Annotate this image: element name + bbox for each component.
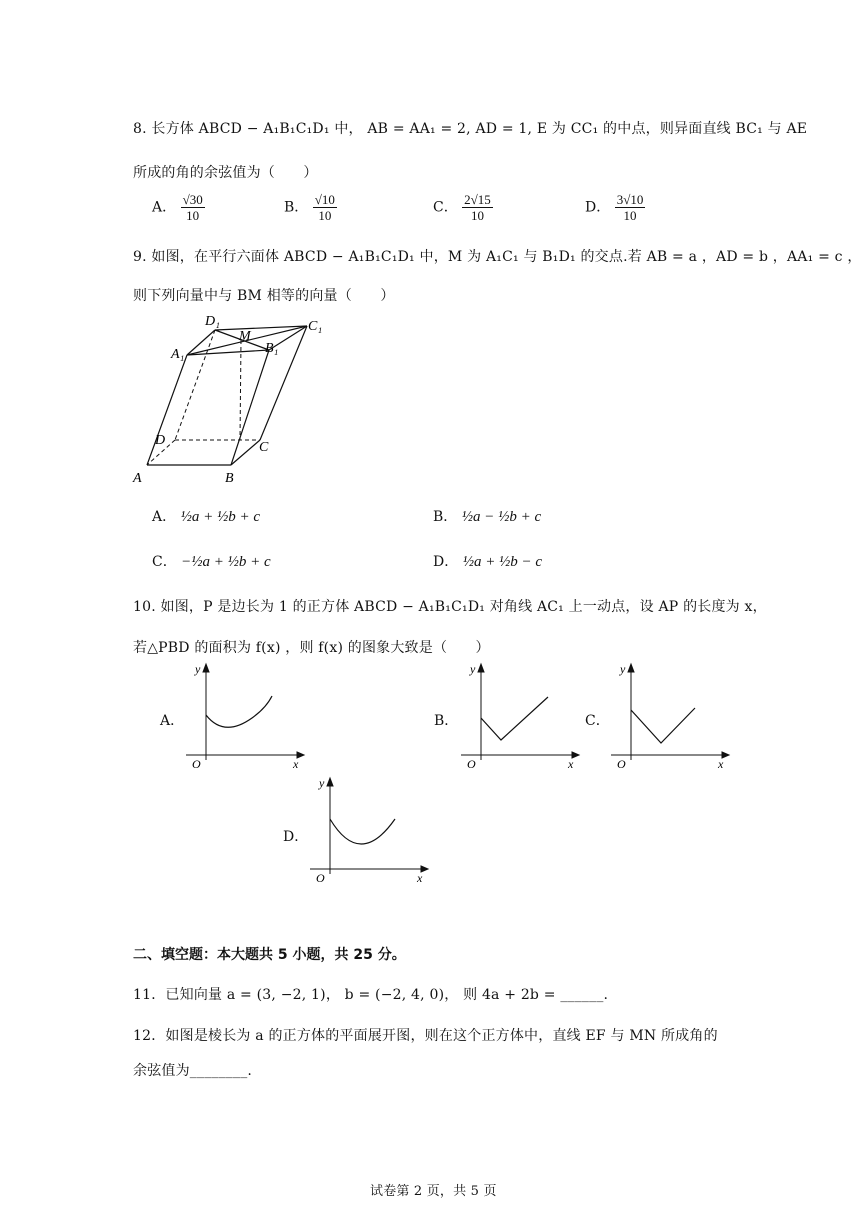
q8-stem-line2: 所成的角的余弦值为（ ） xyxy=(133,165,318,181)
q9-stem-line2: 则下列向量中与 BM 相等的向量（ ） xyxy=(133,288,395,304)
option-label: C． xyxy=(433,199,458,216)
label-b1: B₁ xyxy=(265,341,279,356)
fraction xyxy=(462,192,493,223)
q9-option-b xyxy=(433,506,541,526)
q11-stem: 11．已知向量 a = (3, −2, 1)， b = (−2, 4, 0)， 则 4a + 2b = ______. xyxy=(133,987,609,1003)
numerator: √10 xyxy=(314,192,335,207)
numerator: 3√10 xyxy=(616,192,644,207)
label-a: A xyxy=(133,471,142,486)
option-expression: ½a − ½b + c xyxy=(461,509,542,525)
q10-graph-d xyxy=(300,774,430,889)
label-d: D xyxy=(155,433,166,448)
origin-label: O xyxy=(467,757,476,771)
option-expression: ½a + ½b − c xyxy=(462,554,543,570)
q10-option-d-label: D． xyxy=(283,829,309,845)
label-m: M xyxy=(239,329,251,344)
q12-stem-line1: 12．如图是棱长为 a 的正方体的平面展开图，则在这个正方体中，直线 EF 与 MN 所成角的 xyxy=(133,1028,718,1044)
q10-option-a-label: A． xyxy=(160,713,185,729)
q10-option-b-label: B． xyxy=(434,713,459,729)
denominator: 10 xyxy=(470,208,484,223)
q8-stem-line1: 8. 长方体 ABCD − A₁B₁C₁D₁ 中， AB = AA₁ = 2, AD = 1, E 为 CC₁ 的中点，则异面直线 BC₁ 与 AE xyxy=(133,121,808,137)
curve xyxy=(206,696,272,727)
option-label: A． xyxy=(152,199,177,216)
origin-label: O xyxy=(192,757,201,771)
q8-option-a xyxy=(152,192,205,223)
q10-option-c-label: C． xyxy=(585,713,610,729)
fraction xyxy=(615,192,646,223)
q9-option-d xyxy=(433,551,542,571)
q8-option-d xyxy=(585,192,645,223)
label-a1: A₁ xyxy=(171,347,185,362)
fraction xyxy=(313,192,337,223)
x-axis-label: x xyxy=(568,757,574,771)
x-axis-label: x xyxy=(718,757,724,771)
q9-option-a xyxy=(152,506,260,526)
option-expression: −½a + ½b + c xyxy=(181,554,271,570)
x-axis-label: x xyxy=(417,871,423,885)
option-label: B． xyxy=(433,509,458,525)
fraction xyxy=(181,192,205,223)
denominator: 10 xyxy=(318,208,332,223)
q10-stem-line2: 若△PBD 的面积为 f(x) ，则 f(x) 的图象大致是（ ） xyxy=(133,640,490,656)
numerator: √30 xyxy=(182,192,203,207)
label-c: C xyxy=(259,440,269,455)
y-axis-label: y xyxy=(470,662,476,676)
curve xyxy=(330,819,395,844)
q8-option-c xyxy=(433,192,493,223)
option-label: C． xyxy=(152,554,177,570)
q8-option-b xyxy=(284,192,337,223)
denominator: 10 xyxy=(186,208,200,223)
q10-graph-b xyxy=(451,660,581,775)
y-axis-label: y xyxy=(195,662,201,676)
page-footer: 试卷第 2 页，共 5 页 xyxy=(370,1184,497,1199)
curve xyxy=(481,697,548,740)
option-label: D． xyxy=(585,199,611,216)
label-c1: C₁ xyxy=(308,319,323,334)
numerator: 2√15 xyxy=(464,192,491,207)
option-expression: ½a + ½b + c xyxy=(180,509,260,525)
curve xyxy=(631,708,695,743)
q9-option-c xyxy=(152,551,271,571)
label-b: B xyxy=(225,471,234,486)
q10-graph-a xyxy=(176,660,306,775)
q10-stem-line1: 10. 如图，P 是边长为 1 的正方体 ABCD − A₁B₁C₁D₁ 对角线 AC₁ 上一动点，设 AP 的长度为 x， xyxy=(133,599,767,615)
option-label: A． xyxy=(152,509,177,525)
x-axis-label: x xyxy=(293,757,299,771)
y-axis-label: y xyxy=(620,662,626,676)
q9-stem-line1: 9. 如图，在平行六面体 ABCD − A₁B₁C₁D₁ 中，M 为 A₁C₁ 与 B₁D₁ 的交点.若 AB = a ，AD = b ，AA₁ = c ， xyxy=(133,249,862,265)
label-d1: D₁ xyxy=(205,314,220,329)
option-label: D． xyxy=(433,554,459,570)
option-label: B． xyxy=(284,199,309,216)
origin-label: O xyxy=(617,757,626,771)
parallelepiped-figure xyxy=(125,308,340,488)
q12-stem-line2: 余弦值为________. xyxy=(133,1063,253,1079)
q10-graph-c xyxy=(601,660,731,775)
y-axis-label: y xyxy=(319,776,325,790)
denominator: 10 xyxy=(623,208,637,223)
origin-label: O xyxy=(316,871,325,885)
section-heading: 二、填空题：本大题共 5 小题，共 25 分。 xyxy=(133,947,406,963)
